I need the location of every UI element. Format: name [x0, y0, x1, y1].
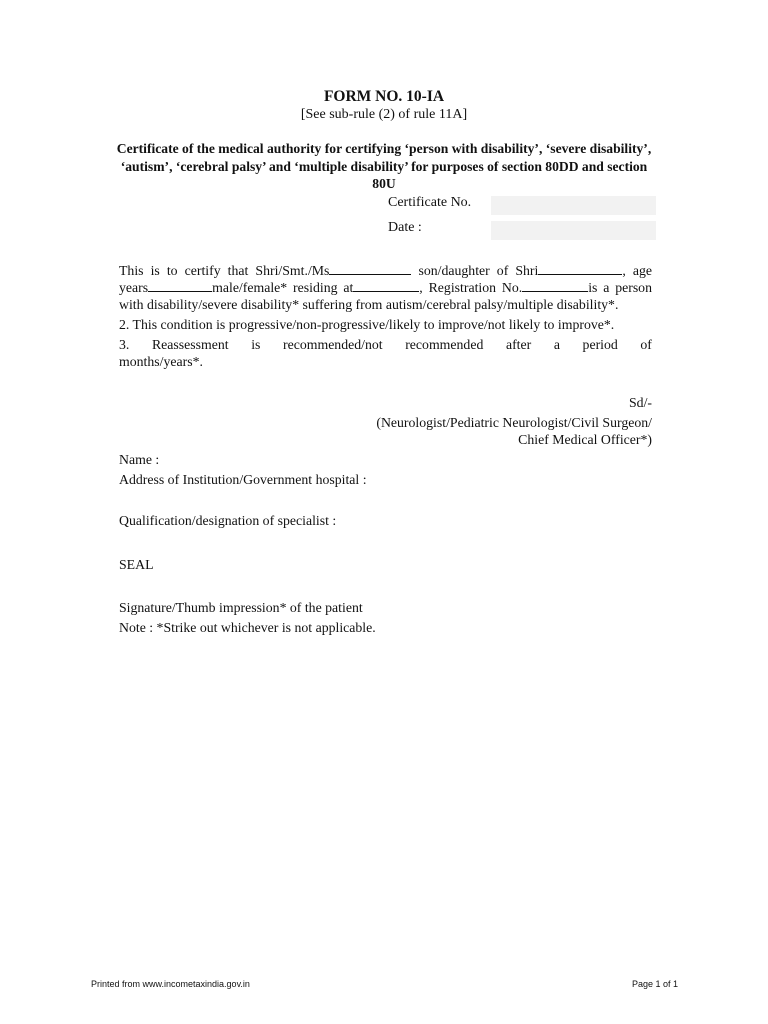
- date-label: Date :: [388, 220, 422, 235]
- authority-line-1: (Neurologist/Pediatric Neurologist/Civil Surgeon/: [376, 415, 652, 430]
- reassessment-word: period: [582, 337, 618, 352]
- name-blank[interactable]: [329, 262, 411, 275]
- form-subtitle: [See sub-rule (2) of rule 11A]: [300, 107, 468, 122]
- date-field[interactable]: [491, 221, 656, 240]
- authority-line-2: Chief Medical Officer*): [518, 432, 652, 447]
- sd-text: Sd/-: [629, 395, 652, 410]
- footer-page-number: Page 1 of 1: [631, 979, 678, 989]
- reassessment-word: recommended/not: [282, 337, 383, 352]
- certificate-heading: Certificate of the medical authority for certifying ‘person with disability’, ‘severe disability’, ‘autism’, ‘cerebral palsy’ and ‘multiple disability’ for purposes of section 80DD and section 80U: [116, 141, 652, 191]
- reassessment-word: is: [251, 337, 261, 352]
- condition-paragraph: 2. This condition is progressive/non-progressive/likely to improve/not likely to improve*.: [119, 317, 615, 332]
- certificate-no-label: Certificate No.: [388, 195, 472, 210]
- reassessment-word: after: [505, 337, 532, 352]
- reassessment-line-1: [119, 336, 652, 354]
- registration-no-blank[interactable]: [522, 279, 588, 292]
- patient-signature-label: Signature/Thumb impression* of the patient: [119, 600, 363, 615]
- reassessment-word: 3.: [119, 337, 130, 352]
- reassessment-words: [119, 336, 652, 354]
- reassessment-word: Reassessment: [151, 337, 229, 352]
- form-title: FORM NO. 10-IA: [323, 88, 445, 105]
- address-label: Address of Institution/Government hospital :: [119, 472, 367, 487]
- reassessment-word: a: [553, 337, 560, 352]
- reassessment-word: of: [640, 337, 652, 352]
- residence-blank[interactable]: [353, 279, 419, 292]
- certificate-no-field[interactable]: [491, 196, 656, 215]
- footer-printed-from: Printed from www.incometaxindia.gov.in: [91, 979, 250, 989]
- seal-label: SEAL: [119, 557, 154, 572]
- qualification-label: Qualification/designation of specialist :: [119, 513, 337, 528]
- name-label: Name :: [119, 452, 160, 467]
- reassessment-line-2: months/years*.: [119, 354, 203, 369]
- note-text: Note : *Strike out whichever is not applicable.: [119, 620, 376, 635]
- age-blank[interactable]: [148, 279, 212, 292]
- father-name-blank[interactable]: [538, 262, 622, 275]
- reassessment-word: recommended: [405, 337, 484, 352]
- body-line-3: with disability/severe disability* suffering from autism/cerebral palsy/multiple disability*.: [119, 297, 619, 312]
- body-line-1: This is to certify that Shri/Smt./Ms son/daughter of Shri , age: [119, 263, 653, 278]
- body-line-2: years male/female* residing at , Registration No. is a person: [119, 280, 652, 295]
